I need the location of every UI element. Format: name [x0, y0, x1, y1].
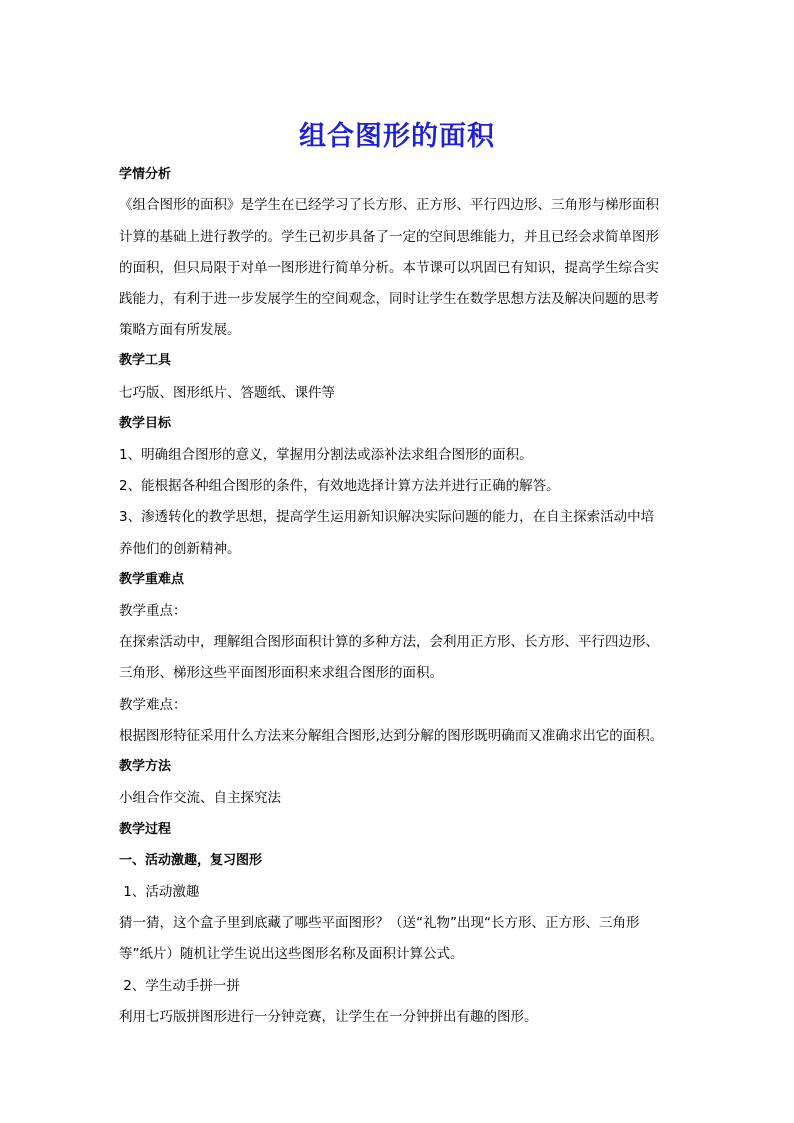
step2-text: 利用七巧版拼图形进行一分钟竞赛，让学生在一分钟拼出有趣的图形。: [119, 1009, 538, 1025]
tools-text: 七巧版、图形纸片、答题纸、课件等: [119, 385, 335, 401]
analysis-line: 策略方面有所发展。: [119, 322, 241, 338]
goal-item: 养他们的创新精神。: [119, 541, 241, 557]
step2-label: 2、学生动手拼一拼: [119, 978, 240, 994]
step1-line: 猜一猜，这个盒子里到底藏了哪些平面图形？（送“礼物”出现“长方形、正方形、三角形: [119, 915, 640, 931]
key-label: 教学重点：: [119, 603, 187, 619]
analysis-line: 的面积，但只局限于对单一图形进行简单分析。本节课可以巩固已有知识，提高学生综合实: [119, 260, 659, 276]
difficulty-label: 教学难点：: [119, 697, 187, 713]
analysis-line: 践能力，有利于进一步发展学生的空间观念，同时让学生在数学思想方法及解决问题的思考: [119, 291, 659, 307]
heading-key-difficulty: 教学重难点: [119, 572, 185, 587]
key-line: 三角形、梯形这些平面图形面积来求组合图形的面积。: [119, 665, 443, 681]
analysis-line: 计算的基础上进行教学的。学生已初步具备了一定的空间思维能力，并且已经会求简单图形: [119, 229, 659, 245]
goal-item: 1、明确组合图形的意义，掌握用分割法或添补法求组合图形的面积。: [119, 447, 533, 463]
heading-process: 教学过程: [119, 822, 172, 837]
document-title: 组合图形的面积: [299, 121, 495, 152]
goal-item: 2、能根据各种组合图形的条件，有效地选择计算方法并进行正确的解答。: [119, 478, 560, 494]
heading-analysis: 学情分析: [119, 167, 172, 182]
key-line: 在探索活动中，理解组合图形面积计算的多种方法，会利用正方形、长方形、平行四边形、: [119, 634, 659, 650]
difficulty-text: 根据图形特征采用什么方法来分解组合图形,达到分解的图形既明确而又准确求出它的面积。: [119, 728, 664, 744]
process-subheading: 一、活动激趣，复习图形: [119, 853, 263, 868]
step1-line: 等”纸片）随机让学生说出这些图形名称及面积计算公式。: [119, 946, 464, 962]
analysis-line: 《组合图形的面积》是学生在已经学习了长方形、正方形、平行四边形、三角形与梯形面积: [119, 197, 659, 213]
step1-label: 1、活动激趣: [119, 884, 200, 900]
goal-item: 3、渗透转化的教学思想，提高学生运用新知识解决实际问题的能力，在自主探索活动中培: [119, 509, 655, 525]
heading-method: 教学方法: [119, 759, 172, 774]
method-text: 小组合作交流、自主探究法: [119, 790, 281, 806]
heading-tools: 教学工具: [119, 353, 172, 368]
heading-goals: 教学目标: [119, 416, 172, 431]
